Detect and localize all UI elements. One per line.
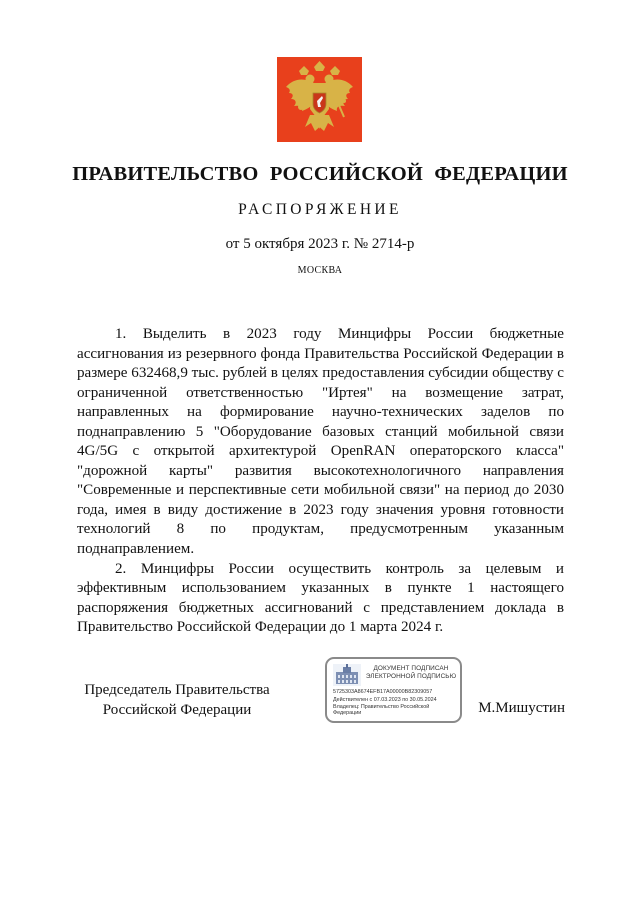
signer-title-line-1: Председатель Правительства — [84, 682, 270, 698]
electronic-signature-stamp — [325, 657, 462, 723]
stamp-owner-line-1: Владелец: Правительство Российской — [333, 703, 430, 710]
signer-name: М.Мишустин — [478, 700, 565, 716]
stamp-heading-line-2: ЭЛЕКТРОННОЙ ПОДПИСЬЮ — [365, 673, 457, 680]
document-city: МОСКВА — [297, 265, 343, 276]
stamp-owner-line-2: Федерации — [333, 710, 362, 716]
signer-title — [72, 681, 282, 720]
signer-title-line-2: Российской Федерации — [102, 701, 252, 718]
coat-of-arms-icon — [277, 57, 362, 142]
stamp-certificate: 5725303A8674EFB17A00000B82309057 — [333, 689, 433, 695]
document-date-number: от 5 октября 2023 г. № 2714-р — [225, 236, 415, 252]
paragraph-1: 1. Выделить в 2023 году Минцифры России бюджетные ассигнования из резервного фонда Правительства Российской Федерации в размере 632468,9 тыс. рублей в целях предоставления субсидии обществу с ограниченной ответственностью "Иртея" на возмещение затрат, направленных на формирование научно-технических заделов по поднаправлению 5 "Оборудование базовых станций мобильной связи 4G/5G с открытой архитектурой OpenRAN операторского класса" "дорожной карты" развития высокотехнологичного направления "Современные и перспективные сети мобильной связи" на период до 2030 года, имея в виду достижение в 2023 году значения уровня готовности технологий 8 по продуктам, предусмотренным указанным поднаправлением. — [77, 326, 564, 558]
document-body — [77, 325, 564, 638]
paragraph-2: 2. Минцифры России осуществить контроль за целевым и эффективным использованием указанных в пункте 1 настоящего распоряжения бюджетных ассигнований с представлением доклада в Правительство Российской Федерации до 1 марта 2024 г. — [77, 560, 564, 636]
stamp-heading — [363, 665, 459, 681]
stamp-heading-line-1: ДОКУМЕНТ ПОДПИСАН — [373, 665, 449, 672]
government-title: ПРАВИТЕЛЬСТВО РОССИЙСКОЙ ФЕДЕРАЦИИ — [72, 163, 568, 185]
document-type: РАСПОРЯЖЕНИЕ — [238, 201, 402, 218]
stamp-validity: Действителен с 07.03.2023 по 30.05.2024 — [333, 697, 437, 703]
government-building-icon — [333, 664, 361, 686]
